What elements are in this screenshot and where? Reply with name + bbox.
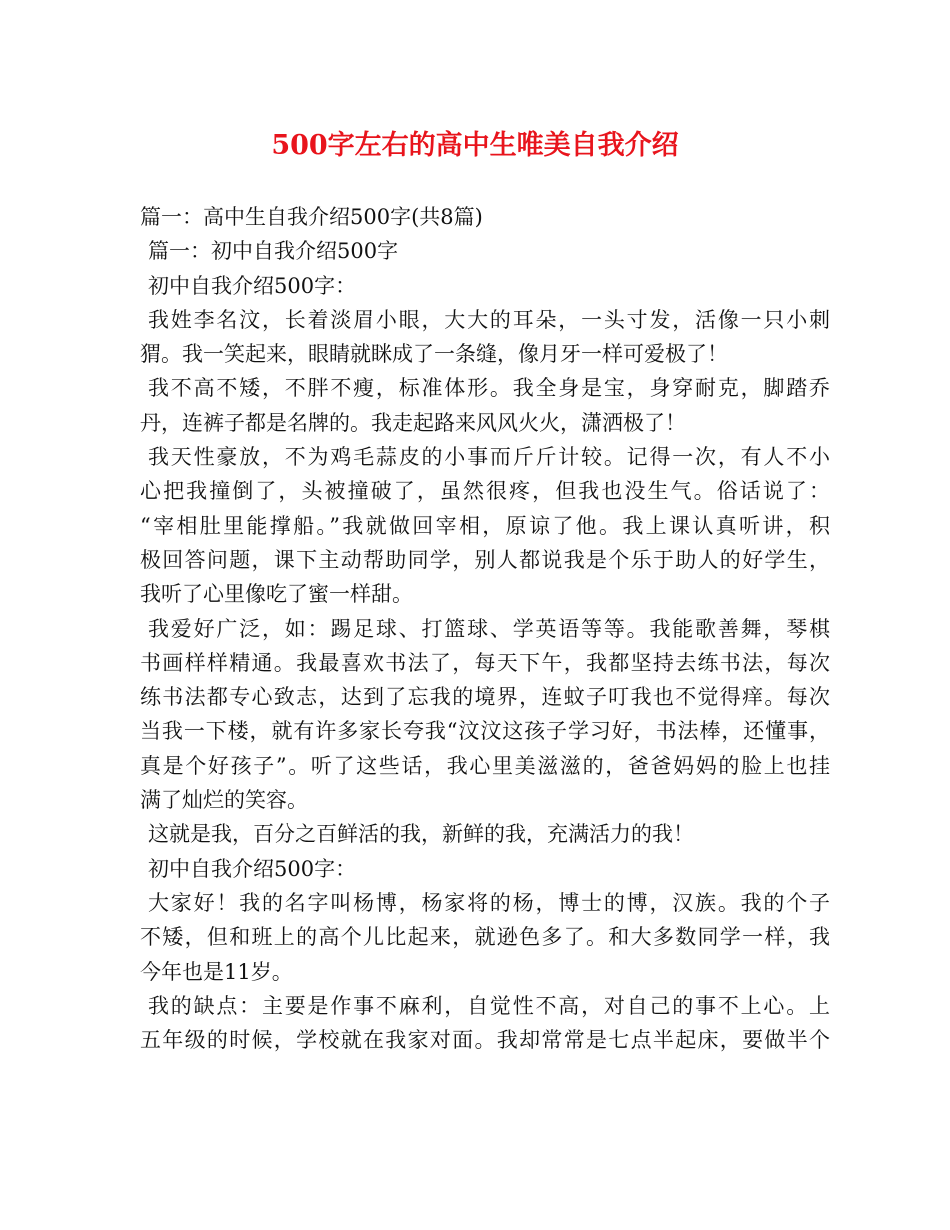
text-line: 我不高不矮，不胖不瘦，标准体形。我全身是宝，身穿耐克，脚踏乔 — [148, 376, 830, 401]
text-line: 极回答问题，课下主动帮助同学，别人都说我是个乐于助人的好学生， — [140, 547, 830, 572]
text-line: 五年级的时候，学校就在我家对面。我却常常是七点半起床，要做半个 — [140, 1028, 830, 1053]
text-line: 丹，连裤子都是名牌的。我走起路来风风火火，潇洒极了！ — [140, 410, 686, 435]
text-line: 篇一：初中自我介绍500字 — [148, 239, 399, 264]
text-line: 初中自我介绍500字： — [148, 273, 357, 298]
text-line: 初中自我介绍500字： — [148, 856, 357, 881]
text-line: 篇一：高中生自我介绍500字(共8篇) — [140, 205, 483, 229]
text-line: 这就是我，百分之百鲜活的我，新鲜的我，充满活力的我！ — [148, 822, 694, 847]
text-line: 我爱好广泛，如：踢足球、打篮球、学英语等等。我能歌善舞，琴棋 — [148, 616, 830, 641]
text-line: 当我一下楼，就有许多家长夸我“汶汶这孩子学习好，书法棒，还懂事， — [140, 719, 830, 744]
text-line: 练书法都专心致志，达到了忘我的境界，连蚊子叮我也不觉得痒。每次 — [140, 685, 830, 710]
text-line: 满了灿烂的笑容。 — [140, 788, 308, 813]
text-line: 我天性豪放，不为鸡毛蒜皮的小事而斤斤计较。记得一次，有人不小 — [148, 445, 830, 470]
text-line: “宰相肚里能撑船。”我就做回宰相，原谅了他。我上课认真听讲，积 — [140, 513, 830, 538]
text-line: 不矮，但和班上的高个儿比起来，就逊色多了。和大多数同学一样，我 — [140, 925, 830, 950]
document-title: 500字左右的高中生唯美自我介绍 — [271, 130, 679, 161]
text-line: 书画样样精通。我最喜欢书法了，每天下午，我都坚持去练书法，每次 — [140, 650, 830, 675]
text-line: 今年也是11岁。 — [140, 959, 293, 984]
text-line: 真是个好孩子”。听了这些话，我心里美滋滋的，爸爸妈妈的脸上也挂 — [140, 753, 830, 778]
text-line: 我听了心里像吃了蜜一样甜。 — [140, 582, 413, 607]
text-line: 我姓李名汶，长着淡眉小眼，大大的耳朵，一头寸发，活像一只小刺 — [148, 307, 830, 332]
text-line: 我的缺点：主要是作事不麻利，自觉性不高，对自己的事不上心。上 — [148, 993, 830, 1018]
document-body — [140, 200, 830, 1057]
text-line: 猬。我一笑起来，眼睛就眯成了一条缝，像月牙一样可爱极了！ — [140, 342, 728, 367]
text-line: 心把我撞倒了，头被撞破了，虽然很疼，但我也没生气。俗话说了： — [140, 479, 830, 504]
text-line: 大家好！我的名字叫杨博，杨家将的杨，博士的博，汉族。我的个子 — [148, 890, 830, 915]
